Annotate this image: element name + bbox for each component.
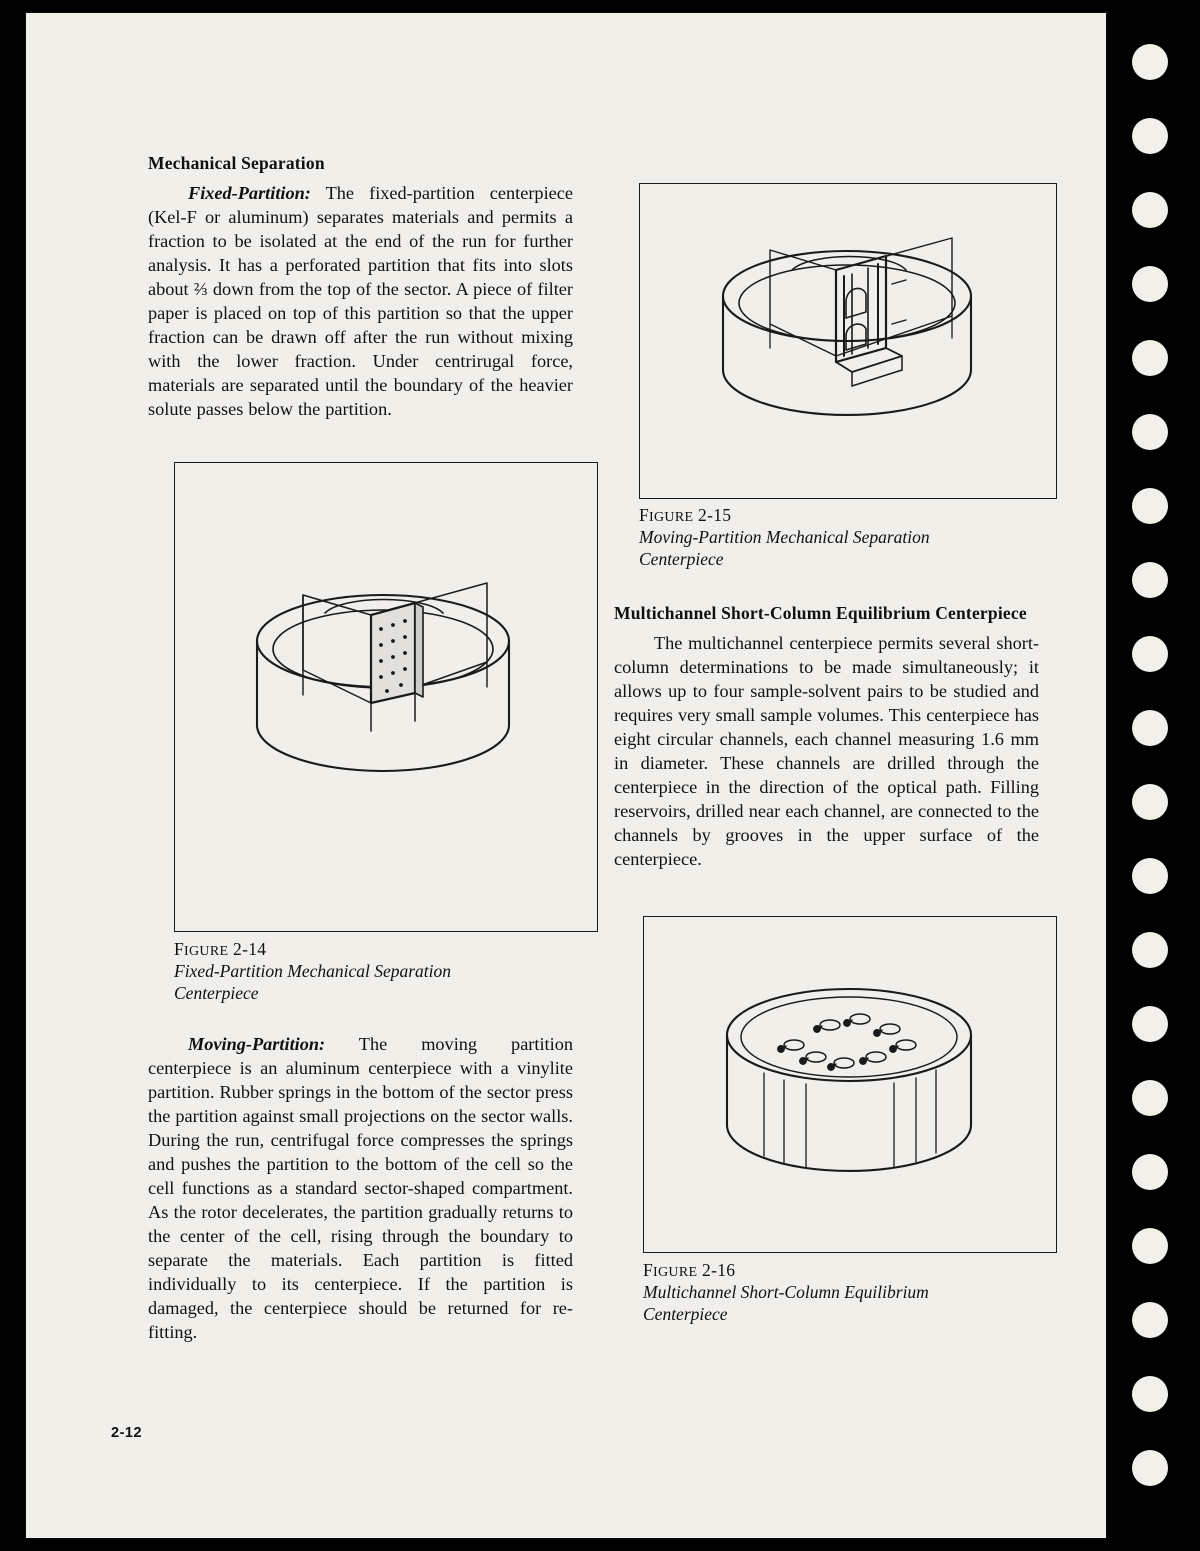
punch-hole <box>1132 414 1168 450</box>
section-heading-mechanical-separation: Mechanical Separation <box>148 153 325 173</box>
figure-label-prefix: F <box>174 939 185 959</box>
left-text-column <box>148 153 573 434</box>
punch-hole <box>1132 562 1168 598</box>
paragraph-multichannel: The multichannel centerpiece permits several short-column determinations to be made simultaneously; it allows up to four sample-solvent pairs to be studied and requires very small sample volumes. This centerpiece has eight circular channels, each channel measuring 1.6 mm in diameter. These channels are drilled through the centerpiece in the direction of the optical path. Filling reservoirs, drilled near each channel, are connected to the channels by grooves in the upper surface of the centerpiece. <box>614 632 1039 869</box>
punch-hole <box>1132 1080 1168 1116</box>
moving-partition-centerpiece-drawing <box>640 184 1055 497</box>
paragraph-moving-partition <box>148 1033 573 1345</box>
punch-hole <box>1132 192 1168 228</box>
figure-2-15-caption <box>639 505 1079 571</box>
punch-hole <box>1132 44 1168 80</box>
punch-hole <box>1132 1450 1168 1486</box>
section-heading-multichannel: Multichannel Short-Column Equilibrium Centerpiece <box>614 603 1027 623</box>
figure-label-rest: IGURE <box>653 1265 698 1280</box>
punch-hole <box>1132 118 1168 154</box>
figure-number-value: 2-15 <box>698 505 732 525</box>
figure-2-14-title-line2: Centerpiece <box>174 983 259 1004</box>
figure-2-16-caption <box>643 1260 1083 1326</box>
punch-hole <box>1132 636 1168 672</box>
punch-hole <box>1132 1376 1168 1412</box>
punch-hole <box>1132 1006 1168 1042</box>
figure-2-16-image <box>643 916 1057 1253</box>
figure-label-prefix: F <box>639 505 650 525</box>
binder-punch-holes <box>1106 0 1200 1551</box>
figure-2-15-title-line1: Moving-Partition Mechanical Separation <box>639 527 930 547</box>
punch-hole <box>1132 784 1168 820</box>
figure-number-value: 2-14 <box>233 939 267 959</box>
figure-2-14-title-line1: Fixed-Partition Mechanical Separation <box>174 961 452 981</box>
page-number: 2-12 <box>111 1425 143 1441</box>
figure-2-14-number <box>174 939 614 960</box>
figure-2-16-title-line2: Centerpiece <box>643 1304 728 1325</box>
paragraph-text-moving-partition: The moving partition centerpiece is an aluminum centerpiece with a vinylite partition. Rubber springs in the bottom of the sector press the partition against small projections on the sector walls. During the run, centrifugal force compresses the springs and pushes the partition to the bottom of the cell so the cell functions as a standard sector-shaped compartment. As the rotor decelerates, the partition gradually returns to the center of the cell, rising through the boundary to separate the materials. Each partition is fitted individually to its centerpiece. If the partition is damaged, the centerpiece should be returned for re-fitting. <box>148 1034 574 1342</box>
figure-number-value: 2-16 <box>702 1260 736 1280</box>
punch-hole <box>1132 1302 1168 1338</box>
punch-hole <box>1132 1228 1168 1264</box>
figure-2-16-number <box>643 1260 1083 1281</box>
document-page <box>26 13 1106 1538</box>
punch-hole <box>1132 932 1168 968</box>
punch-hole <box>1132 858 1168 894</box>
punch-hole <box>1132 710 1168 746</box>
punch-hole <box>1132 488 1168 524</box>
run-in-heading-moving-partition: Moving-Partition: <box>188 1034 326 1054</box>
figure-2-14-caption <box>174 939 614 1005</box>
figure-2-16-title-line1: Multichannel Short-Column Equilibrium <box>643 1282 929 1302</box>
right-text-column <box>614 603 1039 884</box>
figure-label-rest: IGURE <box>649 510 694 525</box>
figure-2-14-image <box>174 462 598 932</box>
multichannel-centerpiece-drawing <box>644 917 1055 1251</box>
left-text-column-continued <box>148 1033 573 1357</box>
figure-label-prefix: F <box>643 1260 654 1280</box>
run-in-heading-fixed-partition: Fixed-Partition: <box>188 182 311 203</box>
figure-2-15-number <box>639 505 1079 526</box>
fixed-partition-centerpiece-drawing <box>175 463 596 930</box>
figure-2-15-title-line2: Centerpiece <box>639 549 724 570</box>
punch-hole <box>1132 340 1168 376</box>
paragraph-text-fixed-partition: The fixed-partition centerpiece (Kel-F or aluminum) separates materials and permits a fraction to be isolated at the end of the run for further analysis. It has a perforated partition that fits into slots about ⅔ down from the top of the sector. A piece of filter paper is placed on top of this partition so that the upper fraction can be drawn off after the run without mixing with the lower fraction. Under centrirugal force, materials are separated until the boundary of the heavier solute passes below the partition. <box>148 182 573 419</box>
figure-2-15-image <box>639 183 1057 499</box>
figure-label-rest: IGURE <box>184 944 229 959</box>
punch-hole <box>1132 1154 1168 1190</box>
paragraph-fixed-partition <box>148 182 573 422</box>
punch-hole <box>1132 266 1168 302</box>
